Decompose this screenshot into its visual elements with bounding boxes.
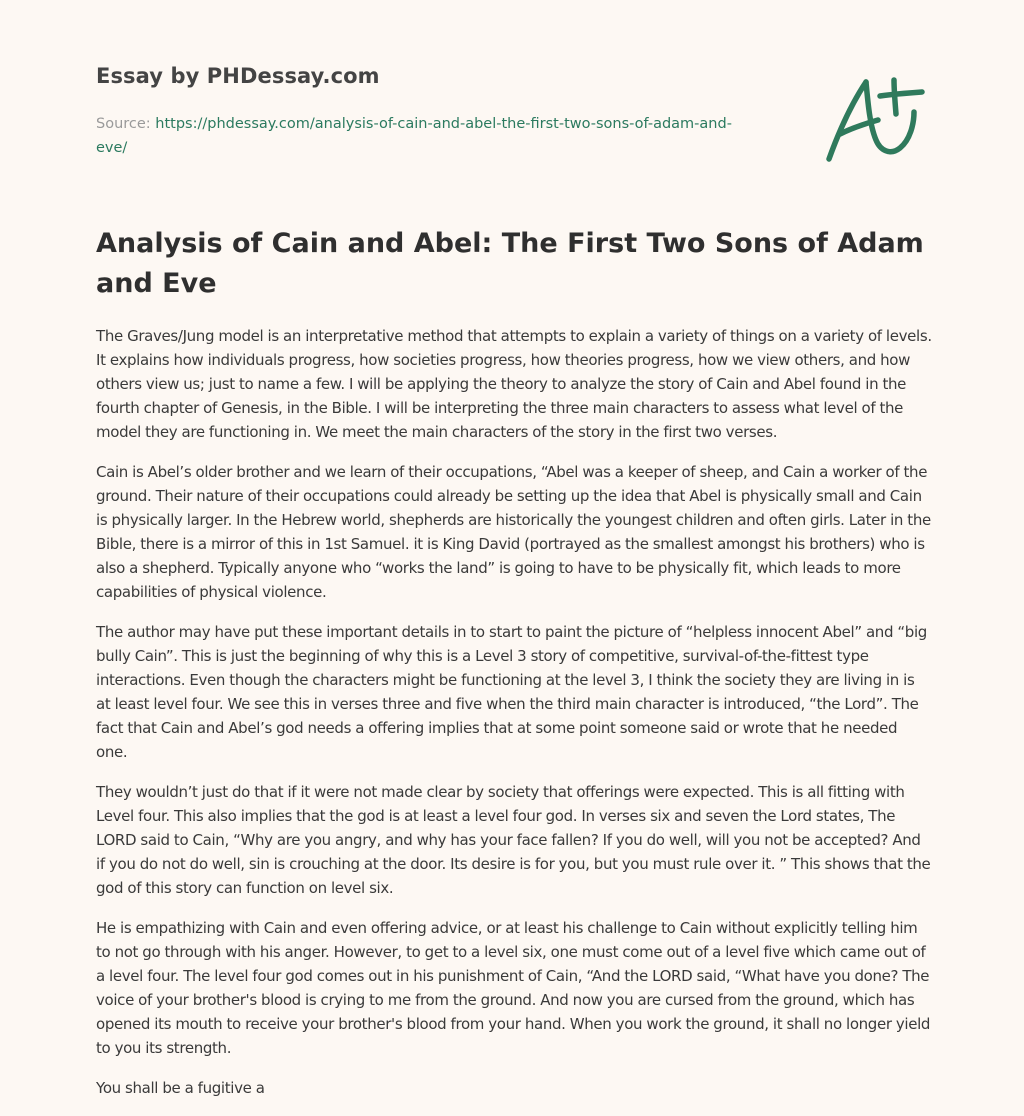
source-label: Source: bbox=[96, 116, 156, 132]
paragraph: You shall be a fugitive a bbox=[96, 1079, 265, 1097]
paragraph: The author may have put these important details in to start to paint the picture of “helpless innocent Abel” and “big bully Cain”. This is just the beginning of why this is a Level 3 story of competitive, survival-of-the-fittest type interactions. Even though the characters might be functioning at the level 3, I think the society they are living in is at least level four. We see this in verses three and five when the third main character is introduced, “the Lord”. The fact that Cain and Abel’s god needs a offering implies that at some point someone said or wrote that he needed one. bbox=[96, 623, 927, 761]
paragraph: The Graves/Jung model is an interpretative method that attempts to explain a variety of things on a variety of levels. It explains how individuals progress, how societies progress, how theories progress, how we view others, and how others view us; just to name a few. I will be applying the theory to analyze the story of Cain and Abel found in the fourth chapter of Genesis, in the Bible. I will be interpreting the three main characters to assess what level of the model they are functioning in. We meet the main characters of the story in the first two verses. bbox=[96, 327, 932, 441]
paragraph: Cain is Abel’s older brother and we learn of their occupations, “Abel was a keeper of sheep, and Cain a worker of the ground. Their nature of their occupations could already be setting up the idea that Abel is physically small and Cain is physically larger. In the Hebrew world, shepherds are historically the youngest children and often girls. Later in the Bible, there is a mirror of this in 1st Samuel. it is King David (portrayed as the smallest amongst his brothers) who is also a shepherd. Typically anyone who “works the land” is going to have to be physically fit, which leads to more capabilities of physical violence. bbox=[96, 463, 931, 601]
article-body bbox=[96, 324, 932, 1116]
source-line bbox=[96, 112, 736, 160]
a-plus-logo-icon bbox=[818, 68, 928, 166]
paragraph: They wouldn’t just do that if it were not made clear by society that offerings were expected. This is all fitting with Level four. This also implies that the god is at least a level four god. In verses six and seven the Lord states, The LORD said to Cain, “Why are you angry, and why has your face fallen? If you do well, will you not be accepted? And if you do not do well, sin is crouching at the door. Its desire is for you, but you must rule over it. ” This shows that the god of this story can function on level six. bbox=[96, 783, 931, 897]
site-brand: Essay by PHDessay.com bbox=[96, 64, 380, 88]
source-link[interactable]: https://phdessay.com/analysis-of-cain-and-abel-the-first-two-sons-of-adam-and-eve/ bbox=[96, 116, 732, 156]
article-title: Analysis of Cain and Abel: The First Two Sons of Adam and Eve bbox=[96, 228, 924, 299]
paragraph: He is empathizing with Cain and even offering advice, or at least his challenge to Cain without explicitly telling him to not go through with his anger. However, to get to a level six, one must come out of a level five which came out of a level four. The level four god comes out in his punishment of Cain, “And the LORD said, “What have you done? The voice of your brother's blood is crying to me from the ground. And now you are cursed from the ground, which has opened its mouth to receive your brother's blood from your hand. When you work the ground, it shall no longer yield to you its strength. bbox=[96, 919, 931, 1057]
